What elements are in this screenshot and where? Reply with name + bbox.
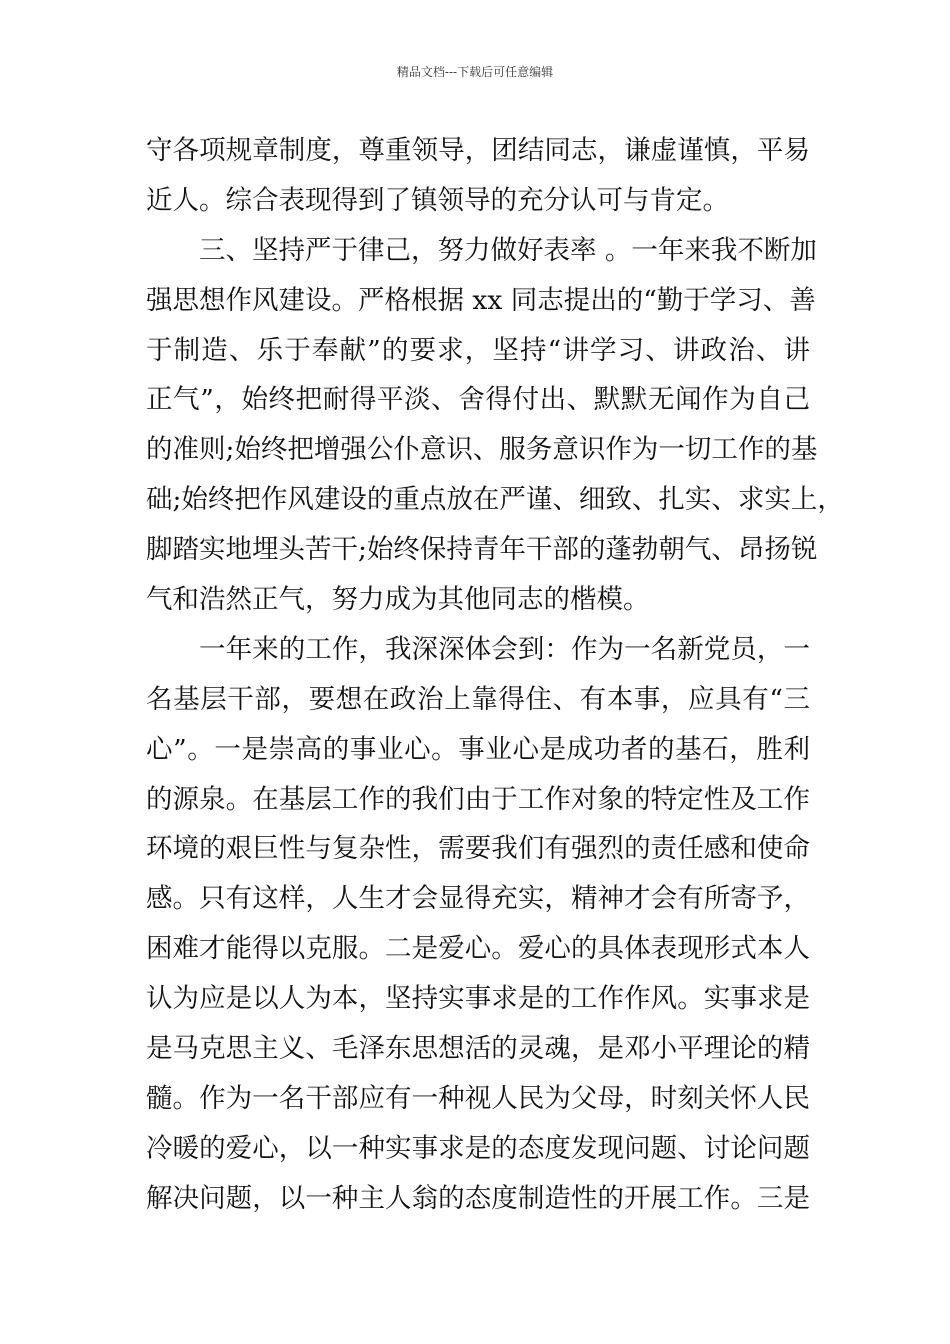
text-line: 气和浩然正气，努力成为其他同志的楷模。 (146, 584, 650, 616)
text-line: 感。只有这样，人生才会显得充实，精神才会有所寄予， (146, 883, 810, 915)
text-line: 三、坚持严于律己，努力做好表率 。一年来我不断加 (199, 234, 817, 266)
text-line: 脚踏实地埋头苦干;始终保持青年干部的蓬勃朝气、昂扬锐 (146, 534, 818, 566)
text-line: 正气”，始终把耐得平淡、舍得付出、默默无闻作为自己 (146, 384, 810, 416)
page-header: 精品文档---下载后可任意编辑 (396, 65, 554, 79)
text-line: 的源泉。在基层工作的我们由于工作对象的特定性及工作 (146, 783, 810, 815)
text-line: 解决问题，以一种主人翁的态度制造性的开展工作。三是 (146, 1182, 810, 1214)
text-line: 于制造、乐于奉献”的要求，坚持“讲学习、讲政治、讲 (146, 334, 810, 366)
text-line: 困难才能得以克服。二是爱心。爱心的具体表现形式本人 (146, 933, 810, 965)
text-line: 守各项规章制度，尊重领导，团结同志，谦虚谨慎，平易 (146, 135, 810, 166)
text-line: 强思想作风建设。严格根据 xx 同志提出的“勤于学习、善 (146, 284, 816, 316)
text-line: 髓。作为一名干部应有一种视人民为父母，时刻关怀人民 (146, 1082, 810, 1114)
text-line: 冷暖的爱心，以一种实事求是的态度发现问题、讨论问题 (146, 1132, 810, 1164)
text-line: 近人。综合表现得到了镇领导的充分认可与肯定。 (146, 184, 729, 216)
text-line: 一年来的工作，我深深体会到：作为一名新党员，一 (199, 633, 810, 665)
text-line: 础;始终把作风建设的重点放在严谨、细致、扎实、求实上， (146, 484, 844, 516)
text-line: 认为应是以人为本，坚持实事求是的工作作风。实事求是 (146, 983, 810, 1015)
document-body (146, 126, 844, 1224)
text-line: 的准则;始终把增强公仆意识、服务意识作为一切工作的基 (146, 434, 818, 466)
text-line: 心”。一是崇高的事业心。事业心是成功者的基石，胜利 (146, 733, 810, 765)
text-line: 名基层干部，要想在政治上靠得住、有本事，应具有“三 (146, 683, 810, 715)
text-line: 是马克思主义、毛泽东思想活的灵魂，是邓小平理论的精 (146, 1033, 810, 1065)
text-line: 环境的艰巨性与复杂性，需要我们有强烈的责任感和使命 (146, 833, 810, 865)
